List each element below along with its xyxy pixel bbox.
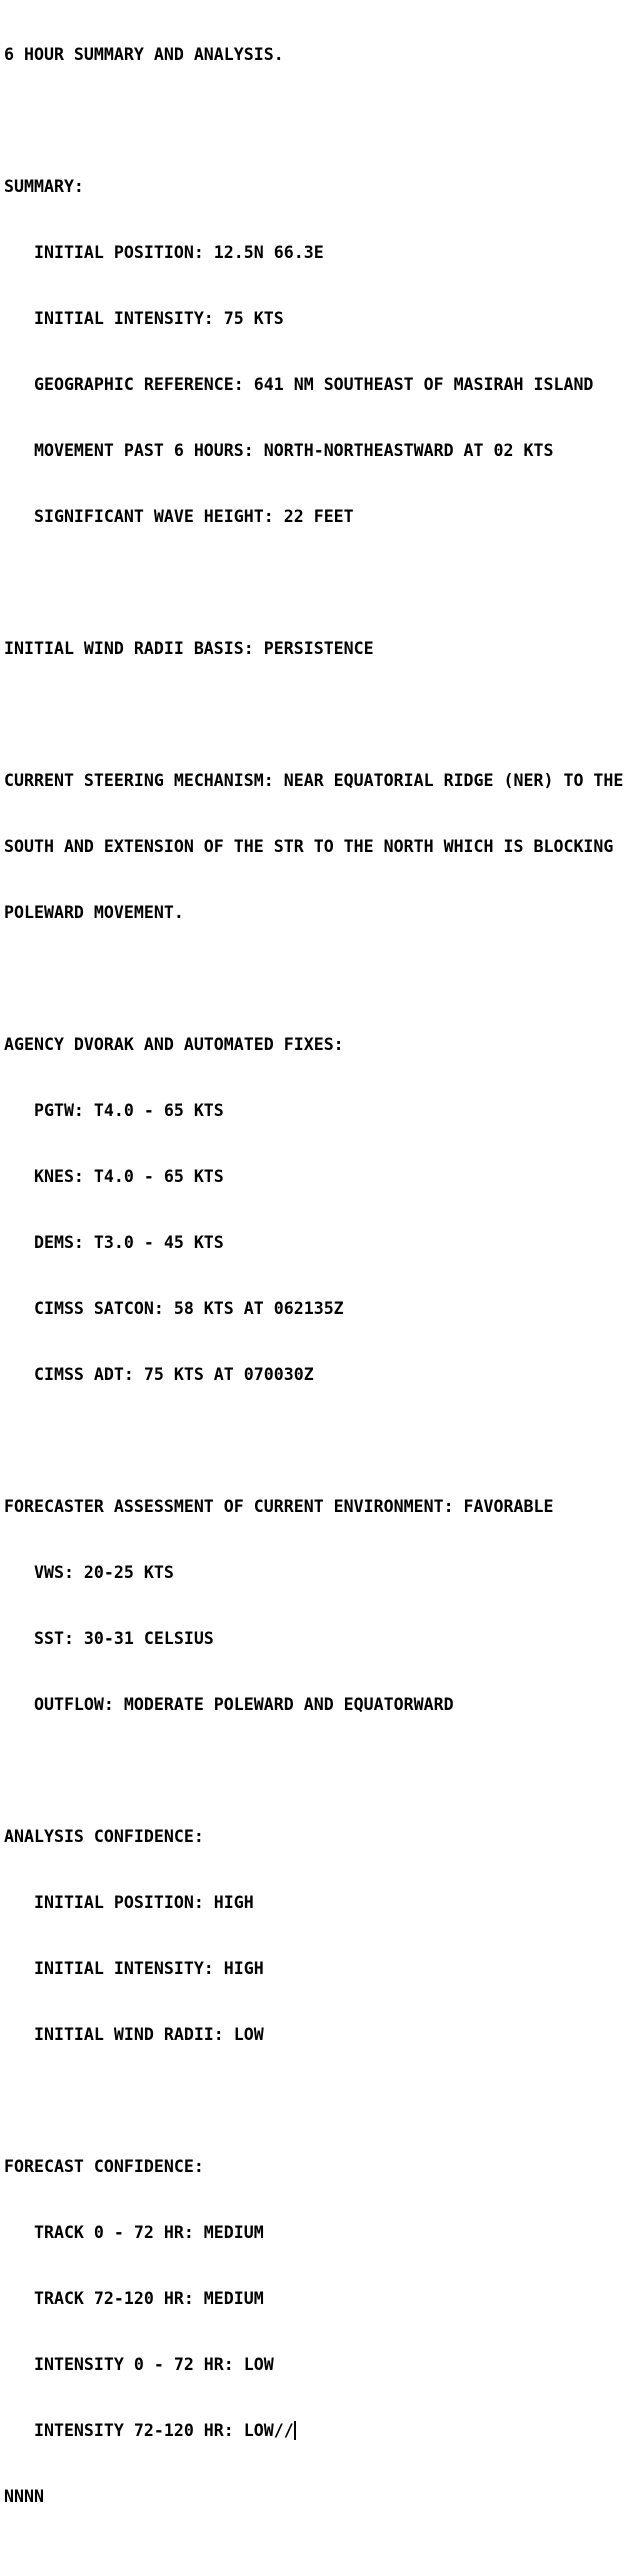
text-line[interactable]: INITIAL POSITION: 12.5N 66.3E [4, 243, 324, 262]
text-line[interactable]: CIMSS SATCON: 58 KTS AT 062135Z [4, 1299, 344, 1318]
text-line[interactable]: INITIAL POSITION: HIGH [4, 1893, 254, 1912]
text-line[interactable]: INITIAL WIND RADII BASIS: PERSISTENCE [4, 639, 374, 658]
text-caret [294, 2421, 296, 2440]
text-line[interactable]: OUTFLOW: MODERATE POLEWARD AND EQUATORWARD [4, 1695, 454, 1714]
text-line[interactable] [4, 110, 640, 132]
text-line[interactable]: CURRENT STEERING MECHANISM: NEAR EQUATORIAL RIDGE (NER) TO THE [4, 771, 624, 790]
text-line[interactable]: TRACK 72-120 HR: MEDIUM [4, 2289, 264, 2308]
text-line[interactable]: INITIAL WIND RADII: LOW [4, 2025, 264, 2044]
text-line[interactable]: KNES: T4.0 - 65 KTS [4, 1167, 224, 1186]
text-line[interactable]: SST: 30-31 CELSIUS [4, 1629, 214, 1648]
text-line[interactable]: SOUTH AND EXTENSION OF THE STR TO THE NORTH WHICH IS BLOCKING [4, 837, 614, 856]
text-line[interactable]: INITIAL INTENSITY: 75 KTS [4, 309, 284, 328]
text-line[interactable]: POLEWARD MOVEMENT. [4, 903, 184, 922]
text-line[interactable] [4, 2090, 640, 2112]
text-line[interactable]: INTENSITY 0 - 72 HR: LOW [4, 2355, 274, 2374]
text-line[interactable] [4, 1430, 640, 1452]
text-line[interactable]: VWS: 20-25 KTS [4, 1563, 174, 1582]
text-line[interactable]: PGTW: T4.0 - 65 KTS [4, 1101, 224, 1120]
text-line[interactable]: AGENCY DVORAK AND AUTOMATED FIXES: [4, 1035, 344, 1054]
text-line[interactable]: FORECAST CONFIDENCE: [4, 2157, 204, 2176]
text-line[interactable]: 6 HOUR SUMMARY AND ANALYSIS. [4, 45, 284, 64]
text-line[interactable] [4, 968, 640, 990]
text-line[interactable]: ANALYSIS CONFIDENCE: [4, 1827, 204, 1846]
text-line[interactable]: CIMSS ADT: 75 KTS AT 070030Z [4, 1365, 314, 1384]
text-line[interactable]: TRACK 0 - 72 HR: MEDIUM [4, 2223, 264, 2242]
text-line[interactable]: SUMMARY: [4, 177, 84, 196]
text-line[interactable]: NNNN [4, 2487, 44, 2506]
text-line[interactable] [4, 572, 640, 594]
text-line[interactable] [4, 704, 640, 726]
text-line[interactable]: SIGNIFICANT WAVE HEIGHT: 22 FEET [4, 507, 354, 526]
text-line[interactable]: INTENSITY 72-120 HR: LOW// [4, 2421, 294, 2440]
text-line[interactable] [4, 1760, 640, 1782]
text-line[interactable]: INITIAL INTENSITY: HIGH [4, 1959, 264, 1978]
text-line[interactable]: DEMS: T3.0 - 45 KTS [4, 1233, 224, 1252]
text-line[interactable]: FORECASTER ASSESSMENT OF CURRENT ENVIRONMENT: FAVORABLE [4, 1497, 554, 1516]
text-line[interactable]: GEOGRAPHIC REFERENCE: 641 NM SOUTHEAST OF MASIRAH ISLAND [4, 375, 594, 394]
text-line[interactable]: MOVEMENT PAST 6 HOURS: NORTH-NORTHEASTWARD AT 02 KTS [4, 441, 554, 460]
